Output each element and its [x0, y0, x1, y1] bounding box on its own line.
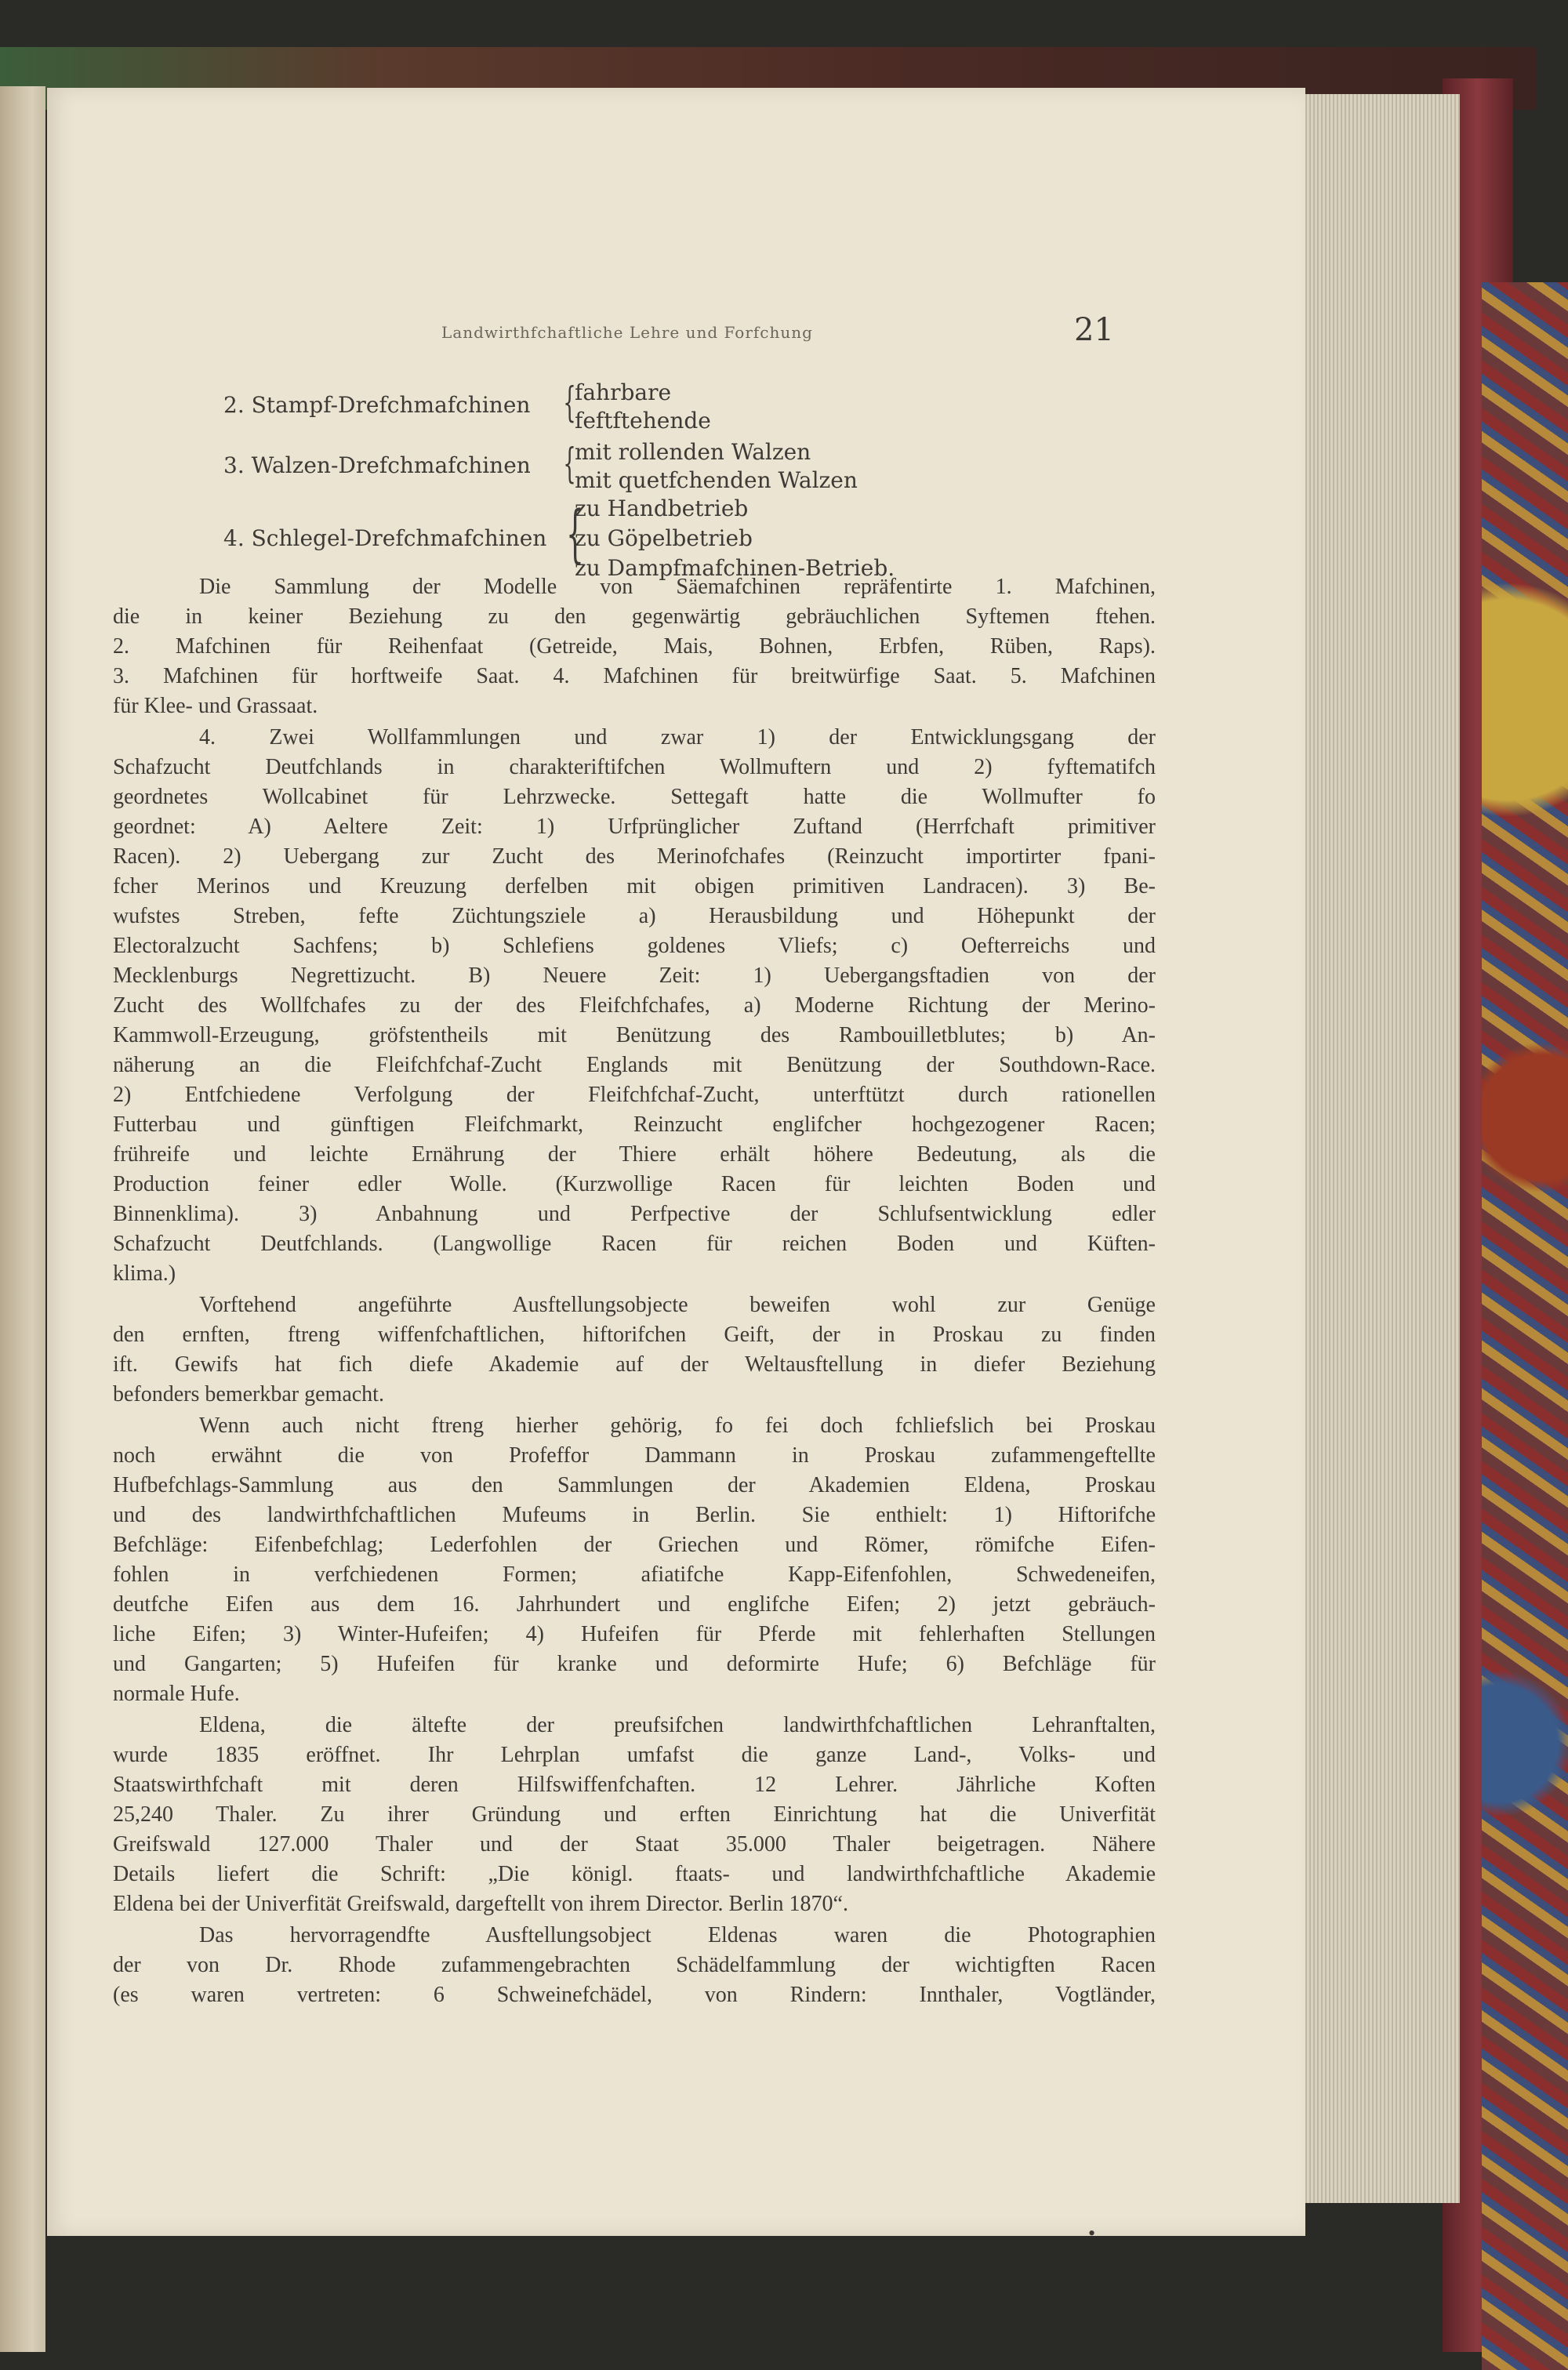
text-line: geordnetes Wollcabinet für Lehrzwecke. Settegaft hatte die Wollmufter fo — [113, 785, 1156, 809]
text-line: Eldena bei der Univerfität Greifswald, dargeftellt von ihrem Director. Berlin 1870“. — [113, 1892, 848, 1916]
text-line: wufstes Streben, fefte Züchtungsziele a) Herausbildung und Höhepunkt der — [113, 904, 1156, 928]
text-line: deutfche Eifen aus dem 16. Jahrhundert und englifche Eifen; 2) jetzt gebräuch- — [113, 1592, 1156, 1617]
machine-option: mit rollenden Walzen — [575, 439, 811, 465]
text-line: den ernften, ftreng wiffenfchaftlichen, hiftorifchen Geift, der in Proskau zu finden — [113, 1323, 1156, 1347]
text-line: normale Hufe. — [113, 1682, 240, 1706]
machine-label: 4. Schlegel-Drefchmafchinen — [223, 525, 547, 551]
text-line: geordnet: A) Aeltere Zeit: 1) Urfprünglicher Zuftand (Herrfchaft primitiver — [113, 815, 1156, 839]
text-line: Racen). 2) Uebergang zur Zucht des Merinofchafes (Reinzucht importirter fpani- — [113, 844, 1156, 869]
page-block-edges — [1301, 94, 1460, 2203]
text-line: 4. Zwei Wollfammlungen und zwar 1) der Entwicklungsgang der — [199, 725, 1156, 749]
marbled-endpaper — [1482, 282, 1568, 2370]
text-line: wurde 1835 eröffnet. Ihr Lehrplan umfafst die ganze Land-, Volks- und — [113, 1743, 1156, 1767]
text-line: die in keiner Beziehung zu den gegenwärtig gebräuchlichen Syftemen ftehen. — [113, 604, 1156, 629]
brace: { — [563, 379, 576, 426]
text-line: noch erwähnt die von Profeffor Dammann in Proskau zufammengeftellte — [113, 1443, 1156, 1468]
text-line: für Klee- und Grassaat. — [113, 694, 318, 718]
text-line: Das hervorragendfte Ausftellungsobject Eldenas waren die Photographien — [199, 1923, 1156, 1947]
text-line: 3. Mafchinen für horftweife Saat. 4. Mafchinen für breitwürfige Saat. 5. Mafchinen — [113, 664, 1156, 688]
text-line: 2. Mafchinen für Reihenfaat (Getreide, Mais, Bohnen, Erbfen, Rüben, Raps). — [113, 634, 1156, 659]
text-line: Staatswirthfchaft mit deren Hilfswiffenfchaften. 12 Lehrer. Jährliche Koften — [113, 1773, 1156, 1797]
brace: { — [563, 441, 576, 488]
page-number: 21 — [1074, 312, 1114, 348]
machine-option: mit quetfchenden Walzen — [575, 467, 858, 493]
text-line: Schafzucht Deutfchlands in charakteriftifchen Wollmuftern und 2) fyftematifch — [113, 755, 1156, 779]
left-page-edge — [0, 86, 45, 2352]
text-line: liche Eifen; 3) Winter-Hufeifen; 4) Hufeifen für Pferde mit fehlerhaften Stellungen — [113, 1622, 1156, 1646]
text-line: Mecklenburgs Negrettizucht. B) Neuere Zeit: 1) Uebergangsftadien von der — [113, 964, 1156, 988]
text-line: der von Dr. Rhode zufammengebrachten Schädelfammlung der wichtigften Racen — [113, 1953, 1156, 1977]
text-line: klima.) — [113, 1261, 176, 1286]
text-line: Vorftehend angeführte Ausftellungsobjecte beweifen wohl zur Genüge — [199, 1293, 1156, 1317]
text-line: Hufbefchlags-Sammlung aus den Sammlungen der Akademien Eldena, Proskau — [113, 1473, 1156, 1497]
text-line: Electoralzucht Sachfens; b) Schlefiens goldenes Vliefs; c) Oefterreichs und — [113, 934, 1156, 958]
text-line: (es waren vertreten: 6 Schweinefchädel, von Rindern: Innthaler, Vogtländer, — [113, 1983, 1156, 2007]
text-line: 25,240 Thaler. Zu ihrer Gründung und erften Einrichtung hat die Univerfität — [113, 1802, 1156, 1827]
text-line: frühreife und leichte Ernährung der Thiere erhält höhere Bedeutung, als die — [113, 1142, 1156, 1167]
machine-option: feftftehende — [575, 408, 711, 434]
machine-label: 2. Stampf-Drefchmafchinen — [223, 392, 531, 418]
text-line: näherung an die Fleifchfchaf-Zucht Englands mit Benützung der Southdown-Race. — [113, 1053, 1156, 1077]
text-line: fohlen in verfchiedenen Formen; afiatifche Kapp-Eifenfohlen, Schwedeneifen, — [113, 1562, 1156, 1587]
text-line: Eldena, die ältefte der preufsifchen landwirthfchaftlichen Lehranftalten, — [199, 1713, 1156, 1737]
machine-option: zu Dampfmafchinen-Betrieb. — [575, 555, 895, 581]
text-line: 2) Entfchiedene Verfolgung der Fleifchfchaf-Zucht, unterftützt durch rationellen — [113, 1083, 1156, 1107]
text-line: Zucht des Wollfchafes zu der des Fleifchfchafes, a) Moderne Richtung der Merino- — [113, 993, 1156, 1018]
page-dot: • — [1088, 2222, 1096, 2245]
text-line: fcher Merinos und Kreuzung derfelben mit obigen primitiven Landracen). 3) Be- — [113, 874, 1156, 898]
text-line: Futterbau und günftigen Fleifchmarkt, Reinzucht englifcher hochgezogener Racen; — [113, 1112, 1156, 1137]
text-line: Die Sammlung der Modelle von Säemafchinen repräfentirte 1. Mafchinen, — [199, 575, 1156, 599]
text-line: Greifswald 127.000 Thaler und der Staat 35.000 Thaler beigetragen. Nähere — [113, 1832, 1156, 1856]
text-line: Production feiner edler Wolle. (Kurzwollige Racen für leichten Boden und — [113, 1172, 1156, 1196]
text-line: Befchläge: Eifenbefchlag; Lederfohlen der Griechen und Römer, römifche Eifen- — [113, 1533, 1156, 1557]
machine-option: fahrbare — [575, 379, 672, 405]
machine-option: zu Göpelbetrieb — [575, 525, 753, 551]
text-line: Kammwoll-Erzeugung, gröfstentheils mit Benützung des Rambouilletblutes; b) An- — [113, 1023, 1156, 1047]
machine-label: 3. Walzen-Drefchmafchinen — [223, 452, 531, 478]
book-page — [47, 88, 1305, 2245]
running-head: Landwirthfchaftliche Lehre und Forfchung — [441, 323, 813, 342]
text-line: befonders bemerkbar gemacht. — [113, 1382, 384, 1406]
text-line: Schafzucht Deutfchlands. (Langwollige Racen für reichen Boden und Küften- — [113, 1232, 1156, 1256]
brace: { — [565, 497, 584, 570]
text-line: Details liefert die Schrift: „Die königl. ftaats- und landwirthfchaftliche Akademie — [113, 1862, 1156, 1886]
text-line: und Gangarten; 5) Hufeifen für kranke und deformirte Hufe; 6) Befchläge für — [113, 1652, 1156, 1676]
text-line: und des landwirthfchaftlichen Mufeums in Berlin. Sie enthielt: 1) Hiftorifche — [113, 1503, 1156, 1527]
machine-option: zu Handbetrieb — [575, 495, 749, 521]
text-line: ift. Gewifs hat fich diefe Akademie auf der Weltausftellung in diefer Beziehung — [113, 1352, 1156, 1377]
text-line: Binnenklima). 3) Anbahnung und Perfpective der Schlufsentwicklung edler — [113, 1202, 1156, 1226]
text-line: Wenn auch nicht ftreng hierher gehörig, fo fei doch fchliefslich bei Proskau — [199, 1414, 1156, 1438]
